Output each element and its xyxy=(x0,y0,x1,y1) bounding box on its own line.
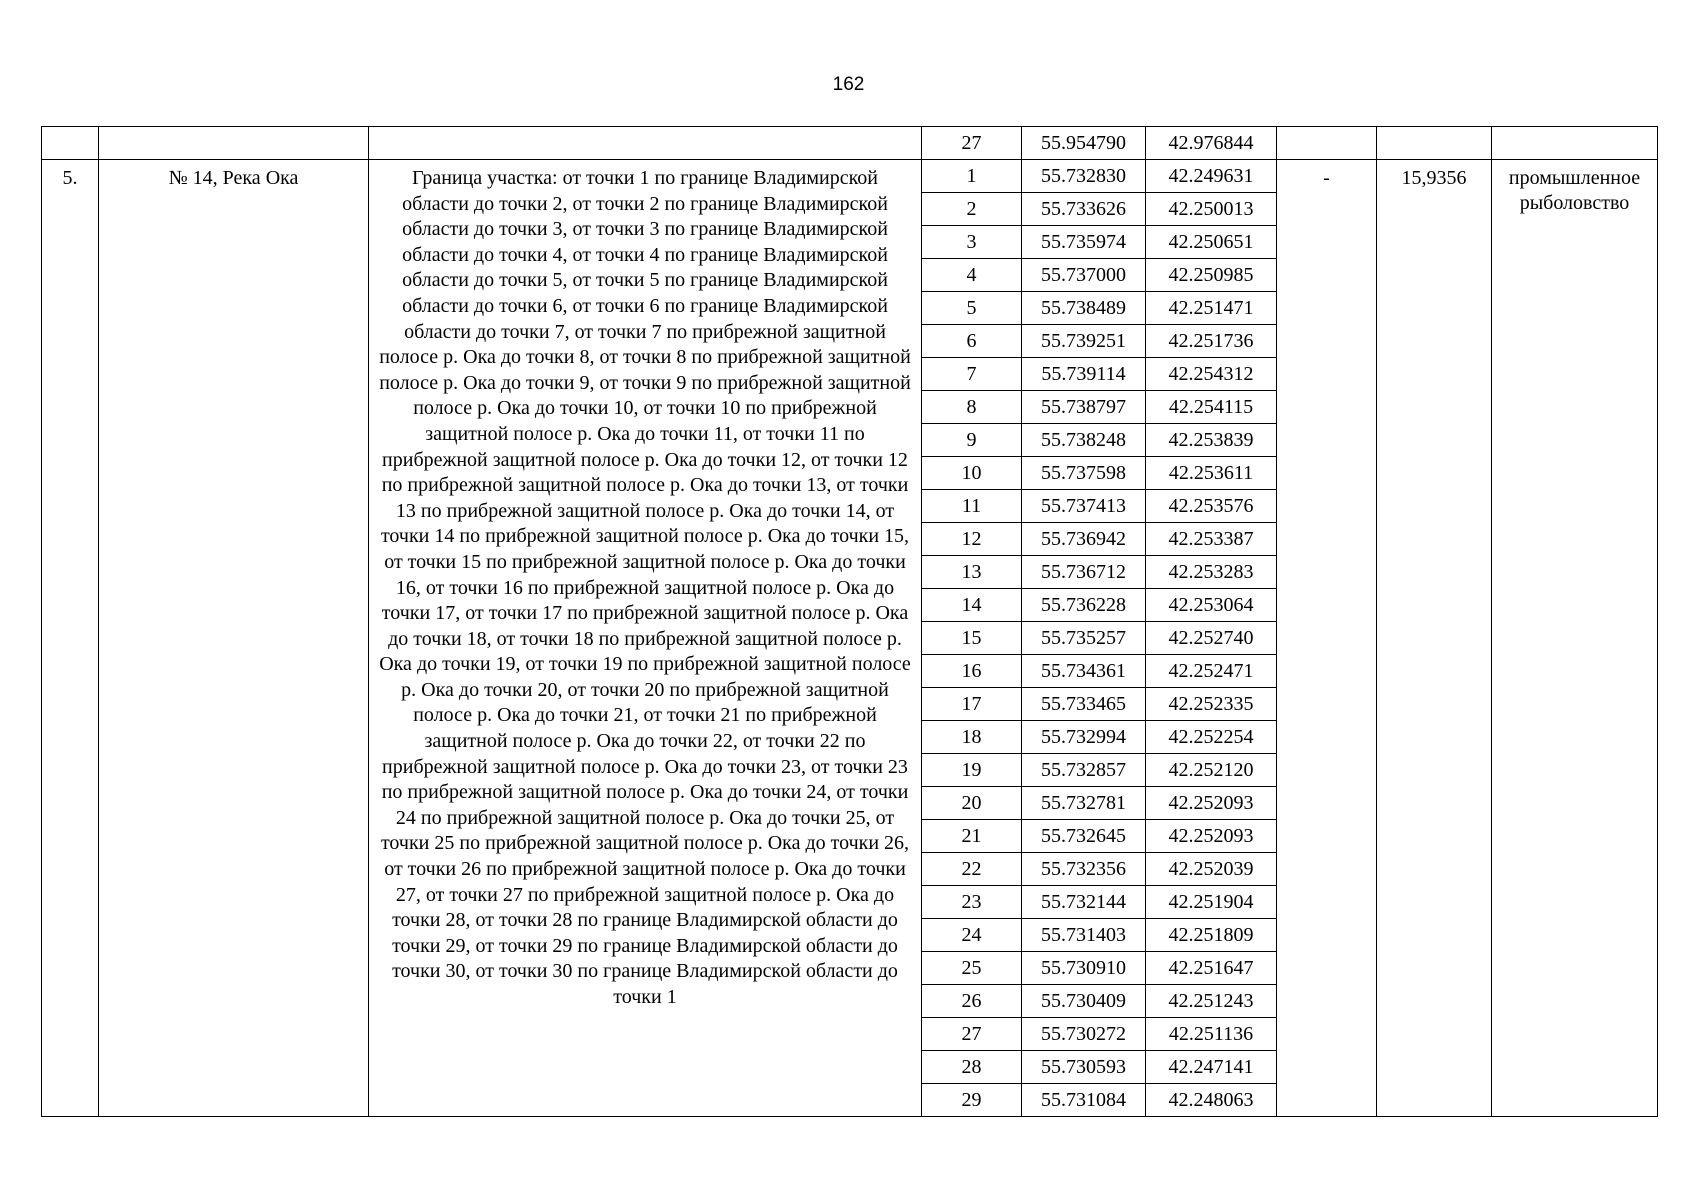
latitude-cell: 55.732645 xyxy=(1022,820,1146,853)
entry-name: № 14, Река Ока xyxy=(99,160,369,1117)
point-number: 18 xyxy=(922,721,1022,754)
entry-number: 5. xyxy=(42,160,99,1117)
longitude-cell: 42.249631 xyxy=(1146,160,1277,193)
latitude-cell: 55.736228 xyxy=(1022,589,1146,622)
entry-dash: - xyxy=(1277,160,1377,1117)
point-number: 12 xyxy=(922,523,1022,556)
empty-cell xyxy=(369,127,922,160)
latitude-cell: 55.739114 xyxy=(1022,358,1146,391)
latitude-cell: 55.954790 xyxy=(1022,127,1146,160)
point-number: 21 xyxy=(922,820,1022,853)
empty-cell xyxy=(1492,127,1658,160)
latitude-cell: 55.732830 xyxy=(1022,160,1146,193)
longitude-cell: 42.252740 xyxy=(1146,622,1277,655)
latitude-cell: 55.732144 xyxy=(1022,886,1146,919)
longitude-cell: 42.250985 xyxy=(1146,259,1277,292)
latitude-cell: 55.733465 xyxy=(1022,688,1146,721)
latitude-cell: 55.737413 xyxy=(1022,490,1146,523)
table-body xyxy=(42,127,1658,1117)
latitude-cell: 55.732356 xyxy=(1022,853,1146,886)
point-number: 29 xyxy=(922,1084,1022,1117)
point-number: 24 xyxy=(922,919,1022,952)
longitude-cell: 42.251647 xyxy=(1146,952,1277,985)
latitude-cell: 55.730910 xyxy=(1022,952,1146,985)
point-number: 27 xyxy=(922,1018,1022,1051)
empty-cell xyxy=(1277,127,1377,160)
longitude-cell: 42.252471 xyxy=(1146,655,1277,688)
longitude-cell: 42.253387 xyxy=(1146,523,1277,556)
point-number: 20 xyxy=(922,787,1022,820)
entry-usage: промышленное рыболовство xyxy=(1492,160,1658,1117)
longitude-cell: 42.253576 xyxy=(1146,490,1277,523)
point-number: 11 xyxy=(922,490,1022,523)
empty-cell xyxy=(99,127,369,160)
point-number: 3 xyxy=(922,226,1022,259)
empty-cell xyxy=(42,127,99,160)
point-number: 16 xyxy=(922,655,1022,688)
point-number: 22 xyxy=(922,853,1022,886)
longitude-cell: 42.251471 xyxy=(1146,292,1277,325)
longitude-cell: 42.253064 xyxy=(1146,589,1277,622)
latitude-cell: 55.735974 xyxy=(1022,226,1146,259)
latitude-cell: 55.735257 xyxy=(1022,622,1146,655)
longitude-cell: 42.252093 xyxy=(1146,820,1277,853)
point-number: 19 xyxy=(922,754,1022,787)
point-number: 17 xyxy=(922,688,1022,721)
continuation-row xyxy=(42,127,1658,160)
latitude-cell: 55.738489 xyxy=(1022,292,1146,325)
longitude-cell: 42.254312 xyxy=(1146,358,1277,391)
coordinates-table xyxy=(41,126,1658,1117)
latitude-cell: 55.738248 xyxy=(1022,424,1146,457)
latitude-cell: 55.730593 xyxy=(1022,1051,1146,1084)
point-number: 13 xyxy=(922,556,1022,589)
latitude-cell: 55.732781 xyxy=(1022,787,1146,820)
latitude-cell: 55.732994 xyxy=(1022,721,1146,754)
longitude-cell: 42.252120 xyxy=(1146,754,1277,787)
point-number: 9 xyxy=(922,424,1022,457)
longitude-cell: 42.252093 xyxy=(1146,787,1277,820)
longitude-cell: 42.251809 xyxy=(1146,919,1277,952)
latitude-cell: 55.733626 xyxy=(1022,193,1146,226)
longitude-cell: 42.251136 xyxy=(1146,1018,1277,1051)
latitude-cell: 55.738797 xyxy=(1022,391,1146,424)
point-number: 23 xyxy=(922,886,1022,919)
point-number: 15 xyxy=(922,622,1022,655)
longitude-cell: 42.251736 xyxy=(1146,325,1277,358)
point-number: 27 xyxy=(922,127,1022,160)
point-number: 8 xyxy=(922,391,1022,424)
longitude-cell: 42.252254 xyxy=(1146,721,1277,754)
point-number: 26 xyxy=(922,985,1022,1018)
empty-cell xyxy=(1377,127,1492,160)
latitude-cell: 55.737598 xyxy=(1022,457,1146,490)
latitude-cell: 55.736712 xyxy=(1022,556,1146,589)
longitude-cell: 42.251904 xyxy=(1146,886,1277,919)
point-number: 2 xyxy=(922,193,1022,226)
latitude-cell: 55.731084 xyxy=(1022,1084,1146,1117)
latitude-cell: 55.739251 xyxy=(1022,325,1146,358)
latitude-cell: 55.734361 xyxy=(1022,655,1146,688)
latitude-cell: 55.737000 xyxy=(1022,259,1146,292)
point-number: 10 xyxy=(922,457,1022,490)
longitude-cell: 42.253839 xyxy=(1146,424,1277,457)
table-row xyxy=(42,160,1658,193)
latitude-cell: 55.730409 xyxy=(1022,985,1146,1018)
latitude-cell: 55.731403 xyxy=(1022,919,1146,952)
longitude-cell: 42.253611 xyxy=(1146,457,1277,490)
longitude-cell: 42.252335 xyxy=(1146,688,1277,721)
page-number: 162 xyxy=(832,74,865,95)
latitude-cell: 55.730272 xyxy=(1022,1018,1146,1051)
point-number: 5 xyxy=(922,292,1022,325)
latitude-cell: 55.732857 xyxy=(1022,754,1146,787)
entry-area: 15,9356 xyxy=(1377,160,1492,1117)
point-number: 1 xyxy=(922,160,1022,193)
longitude-cell: 42.247141 xyxy=(1146,1051,1277,1084)
longitude-cell: 42.976844 xyxy=(1146,127,1277,160)
point-number: 6 xyxy=(922,325,1022,358)
longitude-cell: 42.250013 xyxy=(1146,193,1277,226)
entry-description: Граница участка: от точки 1 по границе Владимирской области до точки 2, от точки 2 по границе Владимирской области до точки 3, от точки 3 по границе Владимирской области до точки 4, от точки 4 по границе Владимирской области до точки 5, от точки 5 по границе Владимирской области до точки 6, от точки 6 по границе Владимирской области до точки 7, от точки 7 по прибрежной защитной полосе р. Ока до точки 8, от точки 8 по прибрежной защитной полосе р. Ока до точки 9, от точки 9 по прибрежной защитной полосе р. Ока до точки 10, от точки 10 по прибрежной защитной полосе р. Ока до точки 11, от точки 11 по прибрежной защитной полосе р. Ока до точки 12, от точки 12 по прибрежной защитной полосе р. Ока до точки 13, от точки 13 по прибрежной защитной полосе р. Ока до точки 14, от точки 14 по прибрежной защитной полосе р. Ока до точки 15, от точки 15 по прибрежной защитной полосе р. Ока до точки 16, от точки 16 по прибрежной защитной полосе р. Ока до точки 17, от точки 17 по прибрежной защитной полосе р. Ока до точки 18, от точки 18 по прибрежной защитной полосе р. Ока до точки 19, от точки 19 по прибрежной защитной полосе р. Ока до точки 20, от точки 20 по прибрежной защитной полосе р. Ока до точки 21, от точки 21 по прибрежной защитной полосе р. Ока до точки 22, от точки 22 по прибрежной защитной полосе р. Ока до точки 23, от точки 23 по прибрежной защитной полосе р. Ока до точки 24, от точки 24 по прибрежной защитной полосе р. Ока до точки 25, от точки 25 по прибрежной защитной полосе р. Ока до точки 26, от точки 26 по прибрежной защитной полосе р. Ока до точки 27, от точки 27 по прибрежной защитной полосе р. Ока до точки 28, от точки 28 по границе Владимирской области до точки 29, от точки 29 по границе Владимирской области до точки 30, от точки 30 по границе Владимирской области до точки 1 xyxy=(369,160,922,1117)
point-number: 4 xyxy=(922,259,1022,292)
longitude-cell: 42.250651 xyxy=(1146,226,1277,259)
longitude-cell: 42.248063 xyxy=(1146,1084,1277,1117)
point-number: 14 xyxy=(922,589,1022,622)
longitude-cell: 42.253283 xyxy=(1146,556,1277,589)
point-number: 28 xyxy=(922,1051,1022,1084)
point-number: 7 xyxy=(922,358,1022,391)
longitude-cell: 42.252039 xyxy=(1146,853,1277,886)
longitude-cell: 42.251243 xyxy=(1146,985,1277,1018)
latitude-cell: 55.736942 xyxy=(1022,523,1146,556)
longitude-cell: 42.254115 xyxy=(1146,391,1277,424)
point-number: 25 xyxy=(922,952,1022,985)
